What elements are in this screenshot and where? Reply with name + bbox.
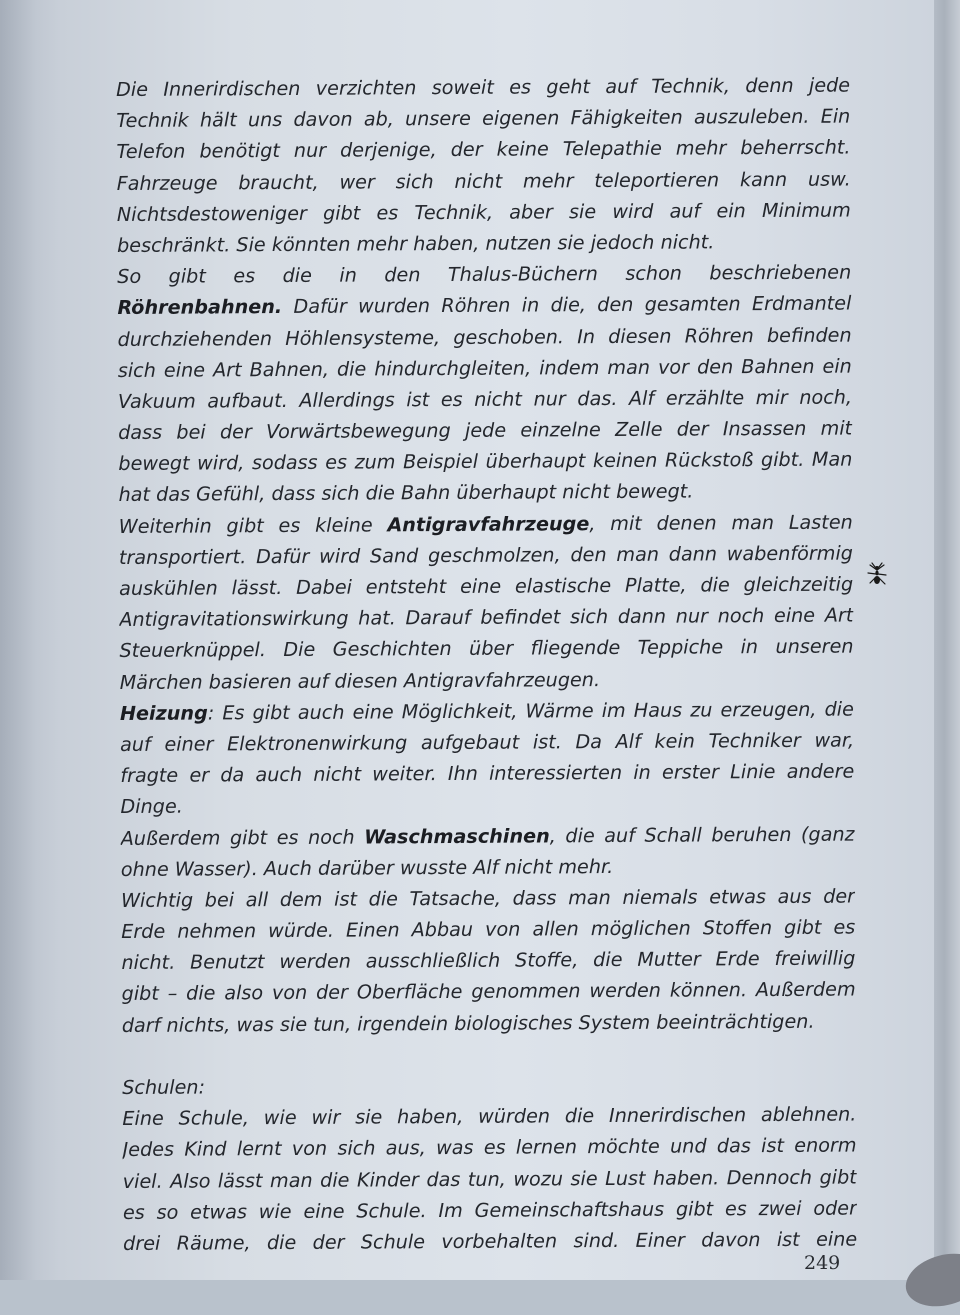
line-text: Technik hält uns davon ab, unsere eigenen Fähigkeiten auszuleben. Ein — [116, 104, 851, 133]
line-text: Jedes Kind lernt von sich aus, was es lernen möchte und das ist enorm — [122, 1133, 857, 1162]
text-line — [116, 101, 850, 137]
text-line — [119, 537, 853, 573]
line-text: So gibt es die in den Thalus-Büchern schon beschriebenen — [117, 260, 852, 289]
line-text: auskühlen lässt. Dabei entsteht eine elastische Platte, die gleichzeitig — [119, 572, 854, 600]
line-text: Schulen: — [122, 1075, 206, 1099]
line-text: viel. Also lässt man die Kinder das tun, wozu sie Lust haben. Dennoch gibt — [122, 1165, 857, 1193]
line-text: gibt – die also von der Oberfläche genommen werden können. Außerdem — [121, 977, 856, 1006]
text-line — [118, 475, 852, 511]
line-text: Steuerknüppel. Die Geschichten über fliegende Teppiche in unseren — [119, 634, 854, 663]
line-text: Antigravitationswirkung hat. Darauf befindet sich dann nur noch eine Art — [119, 603, 854, 632]
line-text: sich eine Art Bahnen, die hindurchgleiten, indem man vor den Bahnen ein — [117, 354, 852, 382]
blank-line — [122, 1036, 856, 1072]
text-line — [123, 1161, 857, 1197]
line-text: Erde nehmen würde. Einen Abbau von allen möglichen Stoffen gibt es — [121, 915, 856, 944]
line-text: Telefon benötigt nur derjenige, der keine Telepathie mehr beherrscht. — [116, 135, 851, 164]
paragraph — [116, 70, 851, 262]
text-line — [117, 288, 851, 324]
line-prefix: Außerdem gibt es noch — [120, 824, 365, 850]
page-gutter-shadow — [0, 0, 60, 1280]
text-line — [119, 569, 853, 605]
line-text: beschränkt. Sie könnten mehr haben, nutzen sie jedoch nicht. — [116, 230, 715, 257]
text-line — [116, 70, 850, 106]
text-line — [123, 1223, 857, 1259]
line-text: es so etwas wie eine Schule. Im Gemeinschaftshaus gibt es zwei oder — [122, 1196, 858, 1224]
line-text: Märchen basieren auf diesen Antigravfahrzeugen. — [119, 667, 601, 694]
text-line — [122, 1067, 856, 1103]
line-text: Vakuum aufbaut. Allerdings ist es nicht nur das. Alf erzählte mir noch, — [117, 385, 853, 413]
text-line — [123, 1192, 857, 1228]
text-line — [120, 724, 854, 760]
ant-icon — [866, 562, 888, 588]
text-line — [121, 912, 855, 948]
paragraph — [117, 257, 853, 511]
line-text: Nichtsdestoweniger gibt es Technik, aber sie wird auf ein Minimum — [116, 198, 851, 226]
paragraph — [119, 506, 854, 698]
line-prefix: Weiterhin gibt es kleine — [118, 512, 388, 538]
text-line — [120, 693, 854, 729]
line-text: Dafür wurden Röhren in die, den gesamten Erdmantel — [282, 291, 852, 319]
page-number: 249 — [804, 1252, 841, 1274]
line-text: fragte er da auch nicht weiter. Ihn interessierten in erster Linie andere — [120, 759, 855, 788]
paragraph — [121, 818, 855, 885]
line-text: auf einer Elektronenwirkung aufgebaut ist. Da Alf kein Techniker war, — [120, 728, 855, 756]
text-line — [122, 1130, 856, 1166]
text-line — [117, 225, 851, 261]
line-text: Die Innerirdischen verzichten soweit es geht auf Technik, denn jede — [116, 73, 851, 101]
page-edge — [934, 0, 960, 1280]
line-text: hat das Gefühl, dass sich die Bahn überhaupt nicht bewegt. — [118, 479, 694, 507]
bold-keyword: Antigravfahrzeuge — [387, 511, 590, 536]
line-text: Fahrzeuge braucht, wer sich nicht mehr teleportieren kann usw. — [116, 167, 851, 195]
text-line — [119, 600, 853, 636]
line-text: transportiert. Dafür wird Sand geschmolzen, den man dann wabenförmig — [118, 541, 854, 569]
text-line — [118, 350, 852, 386]
line-text: Eine Schule, wie wir sie haben, würden die Innerirdischen ablehnen. — [122, 1102, 857, 1131]
line-text: bewegt wird, sodass es zum Beispiel überhaupt keinen Rückstoß gibt. Man — [118, 447, 853, 476]
text-line — [118, 444, 852, 480]
line-text: Wichtig bei all dem ist die Tatsache, dass man niemals etwas aus der — [120, 884, 856, 912]
text-line — [119, 506, 853, 542]
text-line — [122, 1005, 856, 1041]
text-line — [120, 756, 854, 792]
text-line — [117, 163, 851, 199]
text-line — [121, 849, 855, 885]
line-text: darf nichts, was sie tun, irgendein biologisches System beeinträchtigen. — [121, 1009, 815, 1037]
text-line — [118, 413, 852, 449]
text-line — [116, 132, 850, 168]
bold-keyword: Waschmaschinen — [364, 823, 550, 848]
line-text: ohne Wasser). Auch darüber wusste Alf nicht mehr. — [120, 854, 614, 881]
line-text: Dinge. — [120, 794, 183, 819]
line-text: : Es gibt auch eine Möglichkeit, Wärme im Haus zu erzeugen, die — [207, 697, 854, 725]
line-text: drei Räume, die der Schule vorbehalten sind. Einer davon ist eine — [123, 1227, 858, 1255]
line-text: durchziehenden Höhlensysteme, geschoben. In diesen Röhren befinden — [117, 323, 852, 351]
text-line — [120, 787, 854, 823]
text-line — [122, 1099, 856, 1135]
text-line — [121, 943, 855, 979]
line-text: , die auf Schall beruhen (ganz — [549, 822, 855, 847]
bold-keyword: Heizung — [119, 701, 208, 725]
paragraph — [122, 1067, 857, 1259]
text-line — [121, 880, 855, 916]
text-line — [118, 381, 852, 417]
bold-keyword: Röhrenbahnen. — [117, 295, 283, 320]
body-text — [116, 70, 857, 1260]
text-line — [118, 319, 852, 355]
line-text: dass bei der Vorwärtsbewegung jede einzelne Zelle der Insassen mit — [118, 416, 853, 445]
text-line — [120, 662, 854, 698]
text-line — [121, 818, 855, 854]
paragraph — [120, 693, 855, 822]
text-line — [117, 257, 851, 293]
text-line — [119, 631, 853, 667]
text-line — [117, 194, 851, 230]
text-line — [122, 974, 856, 1010]
paragraph — [121, 880, 856, 1040]
line-text: nicht. Benutzt werden ausschließlich Stoffe, die Mutter Erde freiwillig — [121, 946, 856, 975]
line-text: , mit denen man Lasten — [589, 510, 853, 535]
